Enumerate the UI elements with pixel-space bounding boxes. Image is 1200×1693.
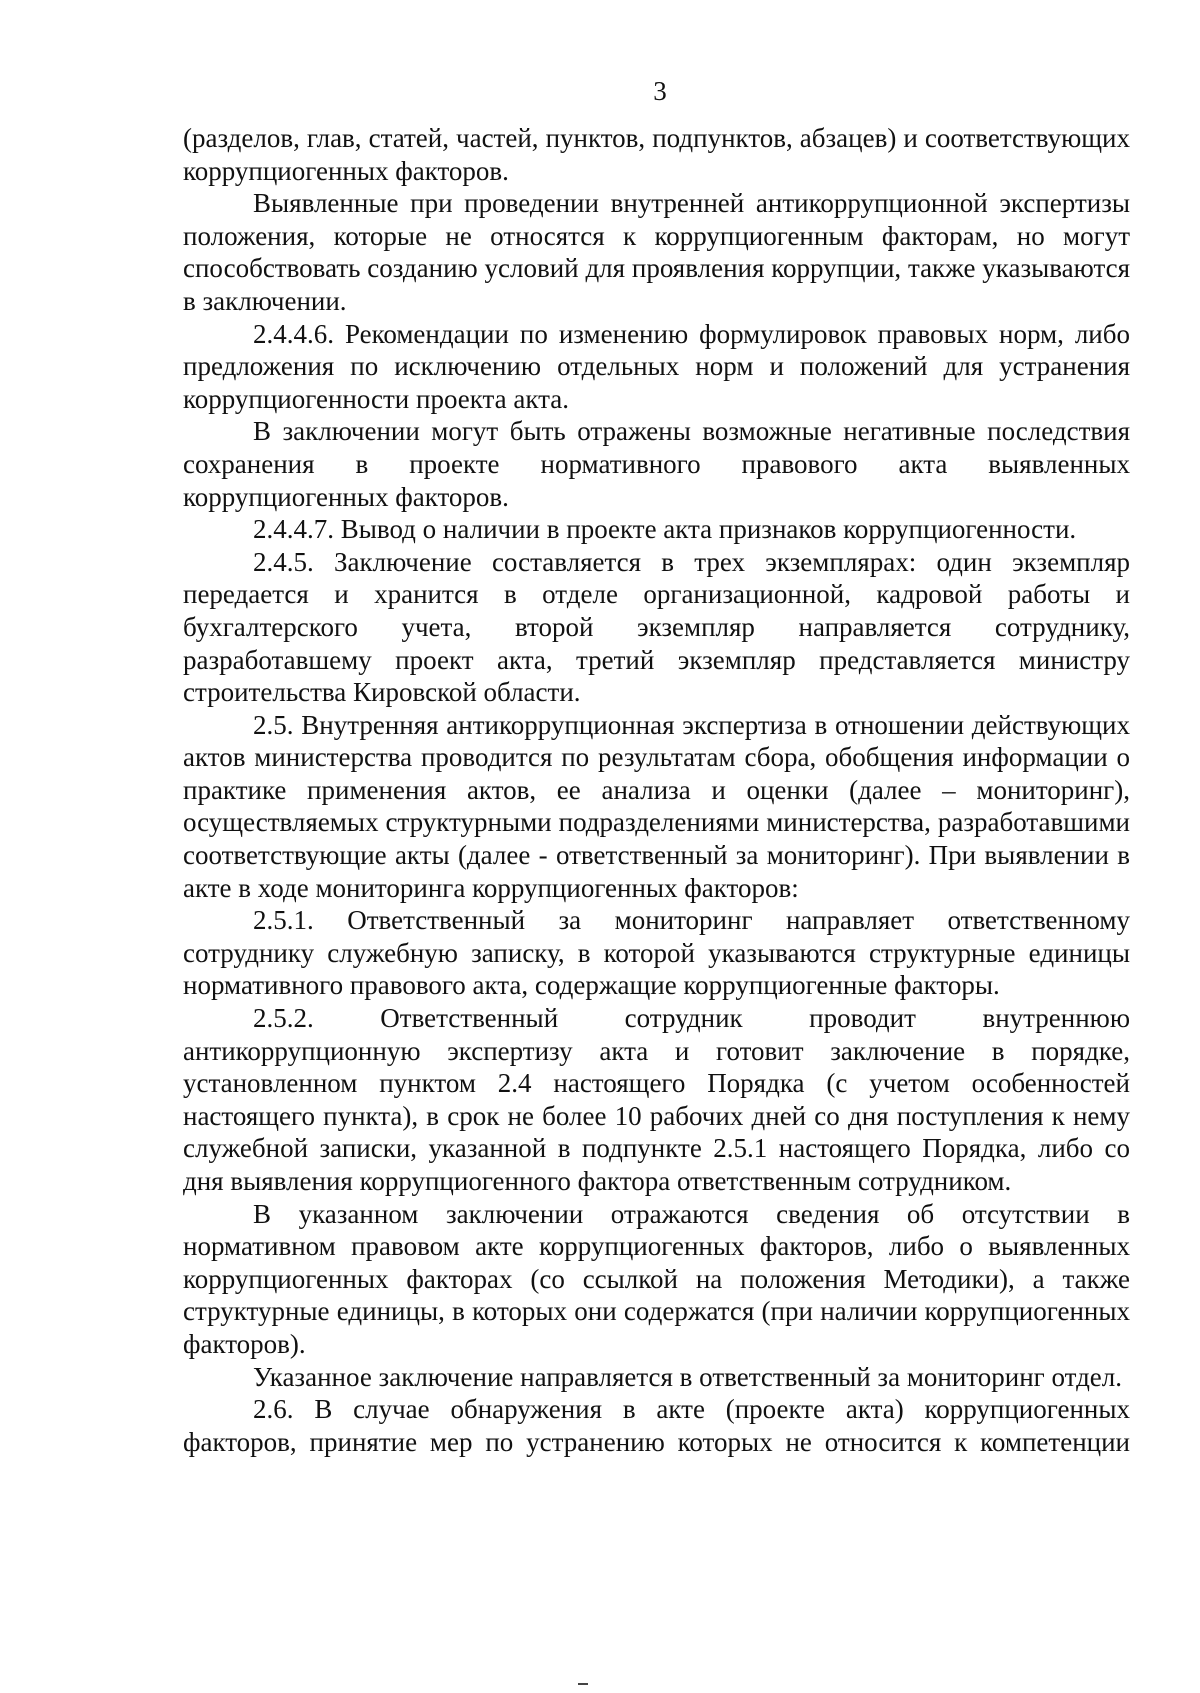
paragraph-continuation: (разделов, глав, статей, частей, пунктов, подпунктов, абзацев) и соответствующих коррупциогенных факторов. [183,123,1130,186]
paragraph-2-5: 2.5. Внутренняя антикоррупционная экспертиза в отношении действующих актов министерства проводится по результатам сбора, обобщения информации о практике применения актов, ее анализа и оценки (далее – мониторинг), осуществляемых структурными подразделениями министерства, разработавшими соответствующие акты (далее - ответственный за мониторинг). При выявлении в акте в ходе мониторинга коррупциогенных факторов: [183,709,1130,903]
document-body [183,122,1130,1458]
paragraph-2-4-5: 2.4.5. Заключение составляется в трех экземплярах: один экземпляр передается и хранится в отделе организационной, кадровой работы и бухгалтерского учета, второй экземпляр направляется сотруднику, разработавшему проект акта, третий экземпляр представляется министру строительства Кировской области. [183,546,1130,708]
page-number: 3 [653,76,667,106]
paragraph-conclusion-sent: Указанное заключение направляется в ответственный за мониторинг отдел. [253,1361,1123,1392]
paragraph-negative-consequences: В заключении могут быть отражены возможные негативные последствия сохранения в проекте нормативного правового акта выявленных коррупциогенных факторов. [183,416,1130,512]
paragraph-2-6: 2.6. В случае обнаружения в акте (проекте акта) коррупциогенных факторов, принятие мер по устранению которых не относится к компетенции [183,1394,1130,1457]
paragraph-2-5-2: 2.5.2. Ответственный сотрудник проводит внутреннюю антикоррупционную экспертизу акта и готовит заключение в порядке, установленном пунктом 2.4 настоящего Порядка (с учетом особенностей настоящего пункта), в срок не более 10 рабочих дней со дня поступления к нему служебной записки, указанной в подпункте 2.5.1 настоящего Порядка, либо со дня выявления коррупциогенного фактора ответственным сотрудником. [183,1003,1130,1196]
scan-artifact [578,1683,588,1685]
paragraph-2-4-4-7: 2.4.4.7. Вывод о наличии в проекте акта признаков коррупциогенности. [253,514,1077,545]
paragraph-identified-provisions: Выявленные при проведении внутренней антикоррупционной экспертизы положения, которые не относятся к коррупциогенным факторам, но могут способствовать созданию условий для проявления коррупции, также указываются в заключении. [183,188,1130,316]
paragraph-conclusion-content: В указанном заключении отражаются сведения об отсутствии в нормативном правовом акте коррупциогенных факторов, либо о выявленных коррупциогенных факторах (со ссылкой на положения Методики), а также структурные единицы, в которых они содержатся (при наличии коррупциогенных факторов). [183,1198,1130,1359]
paragraph-2-4-4-6: 2.4.4.6. Рекомендации по изменению формулировок правовых норм, либо предложения по исключению отдельных норм и положений для устранения коррупциогенности проекта акта. [183,318,1130,414]
paragraph-2-5-1: 2.5.1. Ответственный за мониторинг направляет ответственному сотруднику служебную записку, в которой указываются структурные единицы нормативного правового акта, содержащие коррупциогенные факторы. [183,905,1130,1001]
